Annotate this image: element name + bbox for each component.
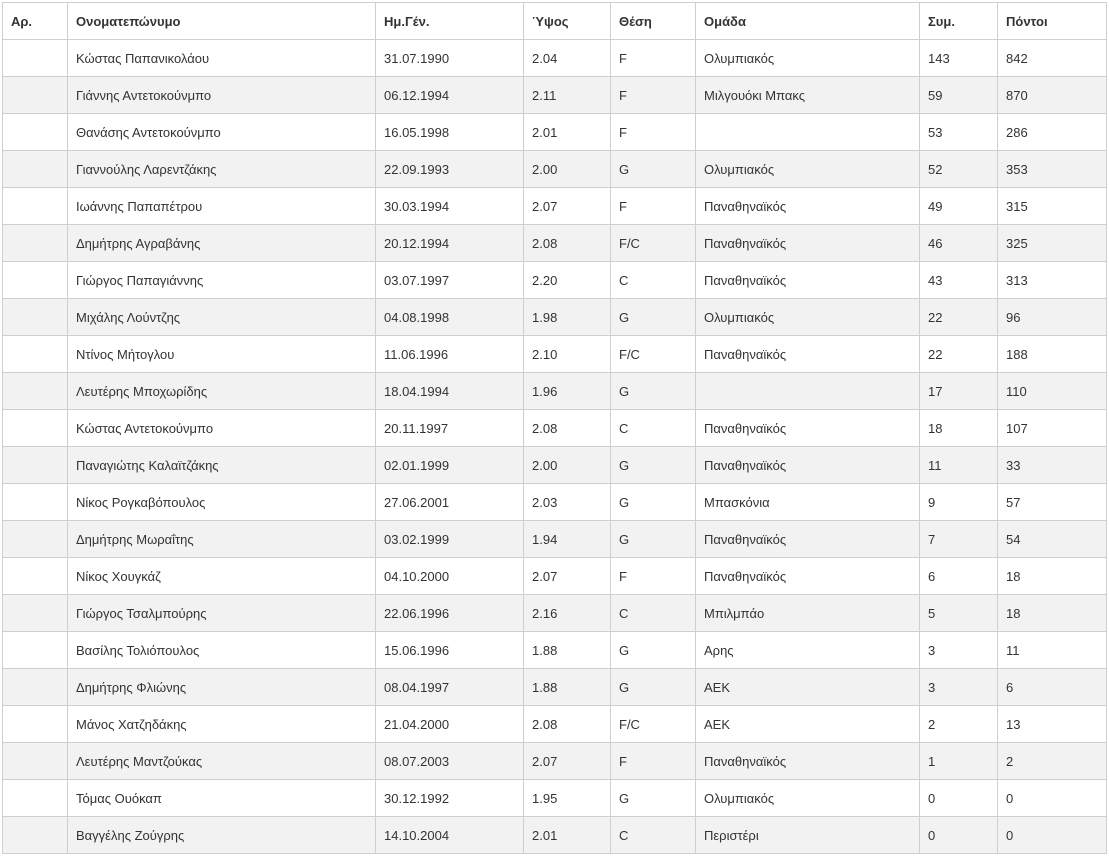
cell-position: G <box>611 151 696 188</box>
cell-birth-date: 31.07.1990 <box>376 40 524 77</box>
cell-birth-date: 18.04.1994 <box>376 373 524 410</box>
cell-number <box>3 77 68 114</box>
cell-position: F/C <box>611 336 696 373</box>
cell-team: Παναθηναϊκός <box>696 336 920 373</box>
cell-position: F <box>611 188 696 225</box>
cell-position: G <box>611 447 696 484</box>
cell-team: Αρης <box>696 632 920 669</box>
cell-team: Ολυμπιακός <box>696 299 920 336</box>
cell-number <box>3 669 68 706</box>
table-row <box>3 77 1107 114</box>
cell-height: 2.03 <box>524 484 611 521</box>
cell-team: Παναθηναϊκός <box>696 558 920 595</box>
cell-height: 2.11 <box>524 77 611 114</box>
table-row <box>3 706 1107 743</box>
cell-full-name: Κώστας Αντετοκούνμπο <box>68 410 376 447</box>
cell-full-name: Παναγιώτης Καλαϊτζάκης <box>68 447 376 484</box>
cell-birth-date: 08.04.1997 <box>376 669 524 706</box>
cell-number <box>3 706 68 743</box>
table-row <box>3 780 1107 817</box>
cell-points: 0 <box>998 817 1107 854</box>
cell-position: G <box>611 780 696 817</box>
cell-points: 11 <box>998 632 1107 669</box>
table-row <box>3 632 1107 669</box>
cell-birth-date: 30.12.1992 <box>376 780 524 817</box>
cell-birth-date: 11.06.1996 <box>376 336 524 373</box>
cell-height: 2.08 <box>524 225 611 262</box>
cell-height: 2.01 <box>524 817 611 854</box>
table-body <box>3 40 1107 854</box>
table-header-row <box>3 3 1107 40</box>
cell-birth-date: 20.12.1994 <box>376 225 524 262</box>
cell-appearances: 0 <box>920 817 998 854</box>
cell-team: Παναθηναϊκός <box>696 410 920 447</box>
header-birth-date[interactable]: Ημ.Γέν. <box>376 3 524 40</box>
cell-position: F <box>611 558 696 595</box>
cell-full-name: Θανάσης Αντετοκούνμπο <box>68 114 376 151</box>
cell-appearances: 43 <box>920 262 998 299</box>
cell-points: 54 <box>998 521 1107 558</box>
cell-height: 1.95 <box>524 780 611 817</box>
cell-team: Παναθηναϊκός <box>696 188 920 225</box>
cell-birth-date: 08.07.2003 <box>376 743 524 780</box>
cell-points: 870 <box>998 77 1107 114</box>
cell-number <box>3 262 68 299</box>
cell-team: Παναθηναϊκός <box>696 743 920 780</box>
cell-position: F <box>611 40 696 77</box>
cell-appearances: 22 <box>920 336 998 373</box>
cell-points: 0 <box>998 780 1107 817</box>
cell-appearances: 53 <box>920 114 998 151</box>
cell-birth-date: 22.09.1993 <box>376 151 524 188</box>
cell-appearances: 9 <box>920 484 998 521</box>
cell-points: 13 <box>998 706 1107 743</box>
table-row <box>3 669 1107 706</box>
header-points[interactable]: Πόντοι <box>998 3 1107 40</box>
cell-appearances: 18 <box>920 410 998 447</box>
cell-full-name: Δημήτρης Φλιώνης <box>68 669 376 706</box>
table-row <box>3 151 1107 188</box>
cell-height: 1.88 <box>524 669 611 706</box>
cell-birth-date: 14.10.2004 <box>376 817 524 854</box>
cell-position: G <box>611 484 696 521</box>
cell-appearances: 6 <box>920 558 998 595</box>
cell-points: 842 <box>998 40 1107 77</box>
cell-appearances: 22 <box>920 299 998 336</box>
cell-position: F <box>611 114 696 151</box>
cell-number <box>3 373 68 410</box>
cell-appearances: 49 <box>920 188 998 225</box>
cell-position: F <box>611 77 696 114</box>
cell-number <box>3 114 68 151</box>
cell-full-name: Δημήτρης Μωραΐτης <box>68 521 376 558</box>
cell-team: Ολυμπιακός <box>696 151 920 188</box>
cell-points: 6 <box>998 669 1107 706</box>
cell-team: Παναθηναϊκός <box>696 447 920 484</box>
cell-appearances: 5 <box>920 595 998 632</box>
cell-position: G <box>611 373 696 410</box>
cell-birth-date: 16.05.1998 <box>376 114 524 151</box>
cell-team: ΑΕΚ <box>696 706 920 743</box>
cell-birth-date: 21.04.2000 <box>376 706 524 743</box>
cell-number <box>3 558 68 595</box>
cell-number <box>3 299 68 336</box>
cell-birth-date: 30.03.1994 <box>376 188 524 225</box>
cell-points: 188 <box>998 336 1107 373</box>
cell-birth-date: 22.06.1996 <box>376 595 524 632</box>
cell-height: 1.96 <box>524 373 611 410</box>
cell-team: Μπασκόνια <box>696 484 920 521</box>
cell-position: C <box>611 410 696 447</box>
cell-full-name: Νίκος Ρογκαβόπουλος <box>68 484 376 521</box>
table-row <box>3 225 1107 262</box>
cell-points: 313 <box>998 262 1107 299</box>
cell-appearances: 17 <box>920 373 998 410</box>
cell-number <box>3 743 68 780</box>
header-number[interactable]: Αρ. <box>3 3 68 40</box>
cell-team: Ολυμπιακός <box>696 40 920 77</box>
cell-appearances: 0 <box>920 780 998 817</box>
header-height[interactable]: Ύψος <box>524 3 611 40</box>
table-row <box>3 743 1107 780</box>
cell-number <box>3 151 68 188</box>
table-row <box>3 114 1107 151</box>
cell-points: 2 <box>998 743 1107 780</box>
cell-full-name: Μάνος Χατζηδάκης <box>68 706 376 743</box>
cell-full-name: Λευτέρης Μαντζούκας <box>68 743 376 780</box>
cell-points: 325 <box>998 225 1107 262</box>
cell-position: C <box>611 262 696 299</box>
cell-appearances: 52 <box>920 151 998 188</box>
cell-team <box>696 373 920 410</box>
cell-height: 2.20 <box>524 262 611 299</box>
cell-birth-date: 27.06.2001 <box>376 484 524 521</box>
cell-points: 18 <box>998 558 1107 595</box>
cell-appearances: 143 <box>920 40 998 77</box>
cell-number <box>3 225 68 262</box>
cell-appearances: 11 <box>920 447 998 484</box>
cell-number <box>3 188 68 225</box>
cell-birth-date: 20.11.1997 <box>376 410 524 447</box>
cell-full-name: Μιχάλης Λούντζης <box>68 299 376 336</box>
cell-full-name: Τόμας Ουόκαπ <box>68 780 376 817</box>
cell-appearances: 1 <box>920 743 998 780</box>
cell-position: F/C <box>611 225 696 262</box>
cell-birth-date: 06.12.1994 <box>376 77 524 114</box>
cell-position: G <box>611 669 696 706</box>
cell-position: G <box>611 299 696 336</box>
cell-height: 2.04 <box>524 40 611 77</box>
cell-birth-date: 03.07.1997 <box>376 262 524 299</box>
cell-points: 315 <box>998 188 1107 225</box>
cell-appearances: 3 <box>920 669 998 706</box>
cell-points: 33 <box>998 447 1107 484</box>
cell-points: 110 <box>998 373 1107 410</box>
cell-points: 107 <box>998 410 1107 447</box>
cell-appearances: 2 <box>920 706 998 743</box>
table-row <box>3 40 1107 77</box>
cell-height: 2.08 <box>524 410 611 447</box>
cell-team: ΑΕΚ <box>696 669 920 706</box>
cell-birth-date: 04.08.1998 <box>376 299 524 336</box>
table-row <box>3 336 1107 373</box>
cell-birth-date: 03.02.1999 <box>376 521 524 558</box>
cell-full-name: Λευτέρης Μποχωρίδης <box>68 373 376 410</box>
header-full-name[interactable]: Ονοματεπώνυμο <box>68 3 376 40</box>
cell-team: Παναθηναϊκός <box>696 225 920 262</box>
cell-height: 2.08 <box>524 706 611 743</box>
header-appearances[interactable]: Συμ. <box>920 3 998 40</box>
cell-team: Ολυμπιακός <box>696 780 920 817</box>
cell-number <box>3 336 68 373</box>
cell-position: C <box>611 595 696 632</box>
cell-height: 2.07 <box>524 743 611 780</box>
table-row <box>3 817 1107 854</box>
table-row <box>3 410 1107 447</box>
header-position[interactable]: Θέση <box>611 3 696 40</box>
cell-full-name: Γιαννούλης Λαρεντζάκης <box>68 151 376 188</box>
cell-height: 2.00 <box>524 151 611 188</box>
cell-position: C <box>611 817 696 854</box>
cell-full-name: Γιώργος Τσαλμπούρης <box>68 595 376 632</box>
table-row <box>3 373 1107 410</box>
cell-full-name: Γιώργος Παπαγιάννης <box>68 262 376 299</box>
players-table <box>2 2 1107 854</box>
cell-full-name: Δημήτρης Αγραβάνης <box>68 225 376 262</box>
cell-height: 2.07 <box>524 558 611 595</box>
cell-full-name: Κώστας Παπανικολάου <box>68 40 376 77</box>
cell-points: 18 <box>998 595 1107 632</box>
table-row <box>3 447 1107 484</box>
cell-birth-date: 02.01.1999 <box>376 447 524 484</box>
cell-team: Μπιλμπάο <box>696 595 920 632</box>
cell-points: 353 <box>998 151 1107 188</box>
cell-appearances: 46 <box>920 225 998 262</box>
table-row <box>3 188 1107 225</box>
players-table-container <box>2 2 1106 854</box>
cell-appearances: 7 <box>920 521 998 558</box>
cell-points: 96 <box>998 299 1107 336</box>
cell-birth-date: 15.06.1996 <box>376 632 524 669</box>
cell-points: 57 <box>998 484 1107 521</box>
table-row <box>3 558 1107 595</box>
cell-number <box>3 410 68 447</box>
cell-appearances: 59 <box>920 77 998 114</box>
cell-position: F/C <box>611 706 696 743</box>
table-row <box>3 595 1107 632</box>
cell-points: 286 <box>998 114 1107 151</box>
cell-position: G <box>611 632 696 669</box>
cell-number <box>3 40 68 77</box>
cell-full-name: Νίκος Χουγκάζ <box>68 558 376 595</box>
cell-position: G <box>611 521 696 558</box>
cell-number <box>3 817 68 854</box>
cell-height: 2.10 <box>524 336 611 373</box>
cell-team: Παναθηναϊκός <box>696 521 920 558</box>
table-row <box>3 262 1107 299</box>
cell-birth-date: 04.10.2000 <box>376 558 524 595</box>
cell-number <box>3 521 68 558</box>
cell-number <box>3 484 68 521</box>
cell-full-name: Βαγγέλης Ζούγρης <box>68 817 376 854</box>
cell-height: 2.16 <box>524 595 611 632</box>
cell-number <box>3 447 68 484</box>
cell-team: Παναθηναϊκός <box>696 262 920 299</box>
cell-full-name: Βασίλης Τολιόπουλος <box>68 632 376 669</box>
cell-full-name: Ντίνος Μήτογλου <box>68 336 376 373</box>
cell-number <box>3 780 68 817</box>
cell-number <box>3 632 68 669</box>
cell-height: 2.07 <box>524 188 611 225</box>
header-team[interactable]: Ομάδα <box>696 3 920 40</box>
cell-full-name: Γιάννης Αντετοκούνμπο <box>68 77 376 114</box>
cell-height: 1.98 <box>524 299 611 336</box>
cell-full-name: Ιωάννης Παπαπέτρου <box>68 188 376 225</box>
cell-height: 1.88 <box>524 632 611 669</box>
cell-number <box>3 595 68 632</box>
cell-height: 1.94 <box>524 521 611 558</box>
cell-team: Περιστέρι <box>696 817 920 854</box>
cell-team: Μιλγουόκι Μπακς <box>696 77 920 114</box>
cell-position: F <box>611 743 696 780</box>
cell-team <box>696 114 920 151</box>
cell-height: 2.01 <box>524 114 611 151</box>
cell-appearances: 3 <box>920 632 998 669</box>
table-row <box>3 299 1107 336</box>
table-row <box>3 521 1107 558</box>
cell-height: 2.00 <box>524 447 611 484</box>
table-row <box>3 484 1107 521</box>
